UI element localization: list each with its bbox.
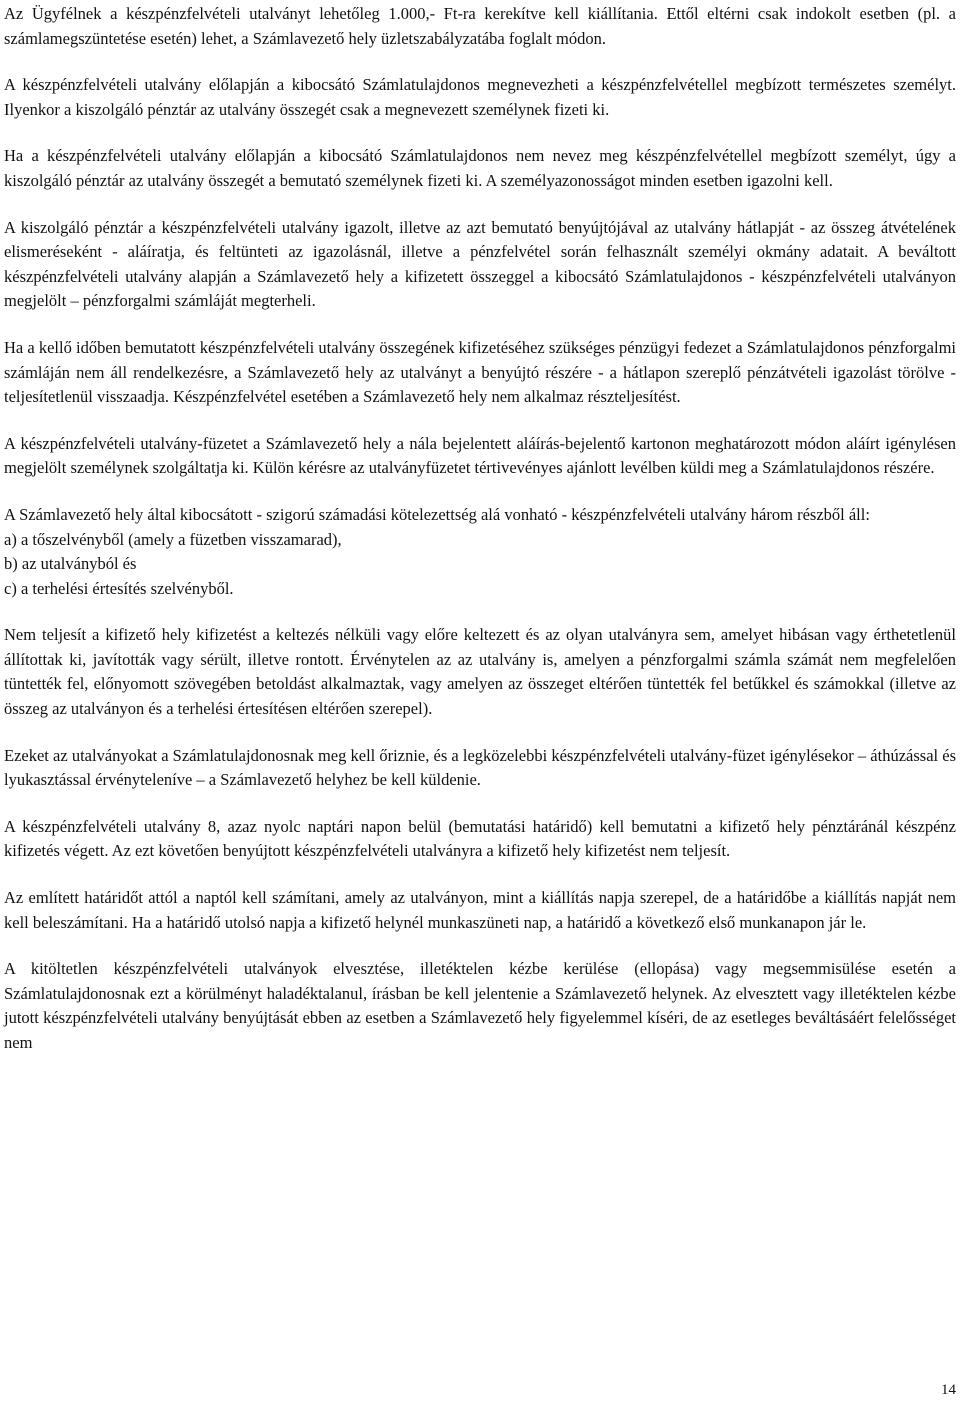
paragraph-named-person: A készpénzfelvételi utalvány előlapján a kibocsátó Számlatulajdonos megnevezheti a készpénzfelvétellel megbízott természetes személyt. Ilyenkor a kiszolgáló pénztár az utalvány összegét csak a megnevezett személynek fizeti ki. <box>4 75 956 119</box>
paragraph-rounding: Az Ügyfélnek a készpénzfelvételi utalványt lehetőleg 1.000,- Ft-ra kerekítve kell kiállítania. Ettől eltérni csak indokolt esetben (pl. a számlamegszüntetése esetén) lehet, a Számlavezető hely üzletszabályzatába foglalt módon. <box>4 4 956 48</box>
paragraph-invalid-vouchers: Nem teljesít a kifizető hely kifizetést a keltezés nélküli vagy előre keltezett és az olyan utalványra sem, amelyet hibásan vagy érthetetlenül állítottak ki, javították vagy sérült, illetve rontott. Érvénytelen az az utalvány is, amelyen a pénzforgalmi számla számát nem megfelelően tüntették fel, előnyomott szövegében betoldást alkalmaztak, vagy amelyen az összeget eltérően tüntették fel betűkkel és számokkal (illetve az összeg az utalványon és a terhelési értesítésen eltérően szerepel). <box>4 625 956 719</box>
paragraph-unnamed-person: Ha a készpénzfelvételi utalvány előlapján a kibocsátó Számlatulajdonos nem nevez meg készpénzfelvétellel megbízott személyt, úgy a kiszolgáló pénztár az utalvány összegét a bemutató személynek fizeti ki. A személyazonosságot minden esetben igazolni kell. <box>4 146 956 190</box>
paragraph-deadline-calculation: Az említett határidőt attól a naptól kell számítani, amely az utalványon, mint a kiállítás napja szerepel, de a határidőbe a kiállítás napját nem kell beleszámítani. Ha a határidő utolsó napja a kifizető helynél munkaszüneti nap, a határidő a következő első munkanapon jár le. <box>4 888 956 932</box>
paragraph-presentation-deadline: A készpénzfelvételi utalvány 8, azaz nyolc naptári napon belül (bemutatási határidő) kell bemutatni a kifizető hely pénztáránál készpénz kifizetés végett. Az ezt követően benyújtott készpénzfelvételi utalványra a kifizető hely kifizetést nem teljesít. <box>4 816 956 861</box>
paragraph-insufficient-funds: Ha a kellő időben bemutatott készpénzfelvételi utalvány összegének kifizetéséhez szükséges pénzügyi fedezet a Számlatulajdonos pénzforgalmi számláján nem áll rendelkezésre, a Számlavezető hely az utalványt a benyújtó részére - a hátlapon szereplő pénzátvételi igazolást törölve - teljesítetlenül visszaadja. Készpénzfelvétel esetében a Számlavezető hely nem alkalmaz részteljesítést. <box>4 337 956 407</box>
list-item: a) a tőszelvényből (amely a füzetben visszamarad), <box>4 529 342 549</box>
paragraph-booklet-delivery: A készpénzfelvételi utalvány-füzetet a Számlavezető hely a nála bejelentett aláírás-bejelentő kartonon meghatározott módon aláírt igénylésen megjelölt személynek szolgáltatja ki. Külön kérésre az utalványfüzetet tértivevényes ajánlott levélben küldi meg a Számlatulajdonos részére. <box>4 433 956 478</box>
paragraph-return-vouchers: Ezeket az utalványokat a Számlatulajdonosnak meg kell őriznie, és a legközelebbi készpénzfelvételi utalvány-füzet igénylésekor – áthúzással és lyukasztással érvényteleníve – a Számlavezető helyhez be kell küldenie. <box>4 745 956 790</box>
paragraph-lost-vouchers: A kitöltetlen készpénzfelvételi utalványok elvesztése, illetéktelen kézbe kerülése (ellopása) vagy megsemmisülése esetén a Számlatulajdonosnak ezt a körülményt haladéktalanul, írásban be kell jelentenie a Számlavezető helynek. Az elvesztett vagy illetéktelen kézbe jutott készpénzfelvételi utalvány benyújtását ebben az esetben a Számlavezető hely figyelemmel kíséri, de az esetleges beváltásáért felelősséget nem <box>4 959 956 1052</box>
voucher-parts-list <box>4 528 956 602</box>
list-item: c) a terhelési értesítés szelvényből. <box>4 578 234 598</box>
paragraph-cashier-verification: A kiszolgáló pénztár a készpénzfelvételi utalvány igazolt, illetve az azt bemutató benyújtójával az utalvány hátlapját - az összeg átvételének elismeréseként - aláíratja, és feltünteti az igazolásnál, illetve a pénzfelvétel során felhasznált személyi okmány adatait. A beváltott készpénzfelvételi utalvány alapján a Számlavezető hely a kifizetett összeggel a kibocsátó Számlatulajdonos - készpénzfelvételi utalványon megjelölt – pénzforgalmi számláját megterheli. <box>4 217 956 311</box>
page-number: 14 <box>941 1382 956 1398</box>
list-intro: A Számlavezető hely által kibocsátott - szigorú számadási kötelezettség alá vonható - készpénzfelvételi utalvány három részből áll: <box>4 504 870 524</box>
list-item: b) az utalványból és <box>4 554 137 574</box>
document-page <box>4 2 956 1078</box>
